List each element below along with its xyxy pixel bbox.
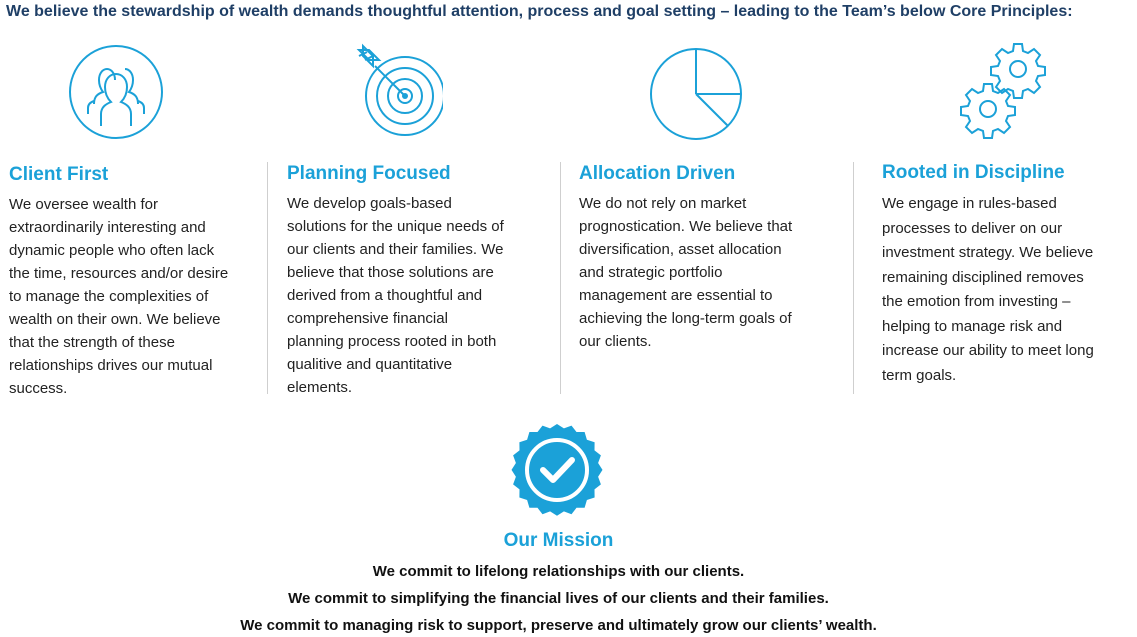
body-line: management are essential to <box>579 287 773 304</box>
body-line: and strategic portfolio <box>579 264 723 281</box>
body-line: achieving the long-term goals of <box>579 310 792 327</box>
principle-title-planning-focused: Planning Focused <box>287 163 451 184</box>
mission-title: Our Mission <box>503 530 614 551</box>
mission-line: We commit to managing risk to support, preserve and ultimately grow our clients’ wealth. <box>240 617 877 634</box>
target-arrow-icon <box>355 42 443 140</box>
body-line: We do not rely on market <box>579 195 747 212</box>
body-line: diversification, asset allocation <box>579 241 782 258</box>
body-line: relationships drives our mutual <box>9 357 213 374</box>
body-line: derived from a thoughtful and <box>287 287 483 304</box>
principle-title-rooted-in-discipline: Rooted in Discipline <box>882 162 1065 183</box>
mission-line: We commit to lifelong relationships with our clients. <box>372 563 745 580</box>
body-line: our clients and their families. We <box>287 241 504 258</box>
body-line: solutions for the unique needs of <box>287 218 504 235</box>
body-line: We oversee wealth for <box>9 196 158 213</box>
body-line: to manage the complexities of <box>9 288 209 305</box>
principle-body-allocation-driven <box>579 192 849 353</box>
body-line: success. <box>9 380 68 397</box>
principle-body-rooted-in-discipline <box>882 192 1134 388</box>
check-badge-icon <box>508 422 606 520</box>
body-line: the emotion from investing – <box>882 293 1071 310</box>
body-line: We engage in rules-based <box>882 195 1057 212</box>
principle-body-planning-focused <box>287 192 555 399</box>
body-line: elements. <box>287 379 353 396</box>
column-divider <box>560 162 561 394</box>
body-line: believe that those solutions are <box>287 264 494 281</box>
body-line: helping to manage risk and <box>882 317 1063 335</box>
body-line: qualitive and quantitative <box>287 356 453 373</box>
column-divider <box>853 162 854 394</box>
body-line: investment strategy. We believe <box>882 244 1094 261</box>
mission-line: We commit to simplifying the financial lives of our clients and their families. <box>288 590 829 607</box>
body-line: processes to deliver on our <box>882 219 1063 237</box>
body-line: We develop goals-based <box>287 195 452 212</box>
pie-chart-icon <box>648 46 744 142</box>
people-group-icon <box>68 44 164 140</box>
principle-title-allocation-driven: Allocation Driven <box>579 163 736 184</box>
body-line: term goals. <box>882 366 957 384</box>
body-line: the time, resources and/or desire <box>9 265 229 282</box>
body-line: our clients. <box>579 333 652 350</box>
body-line: remaining disciplined removes <box>882 268 1084 286</box>
body-line: that the strength of these <box>9 334 175 351</box>
body-line: planning process rooted in both <box>287 333 497 350</box>
principle-title-client-first: Client First <box>9 164 109 185</box>
column-divider <box>267 162 268 394</box>
body-line: increase our ability to meet long <box>882 342 1094 359</box>
body-line: prognostication. We believe that <box>579 218 793 235</box>
body-line: dynamic people who often lack <box>9 242 215 259</box>
principle-body-client-first <box>9 193 267 400</box>
body-line: extraordinarily interesting and <box>9 219 206 236</box>
body-line: comprehensive financial <box>287 310 448 327</box>
page-headline: We believe the stewardship of wealth demands thoughtful attention, process and goal setting – leading to the Team’s below Core Principles: <box>6 3 1073 20</box>
gears-icon <box>958 38 1050 142</box>
body-line: wealth on their own. We believe <box>9 311 221 328</box>
